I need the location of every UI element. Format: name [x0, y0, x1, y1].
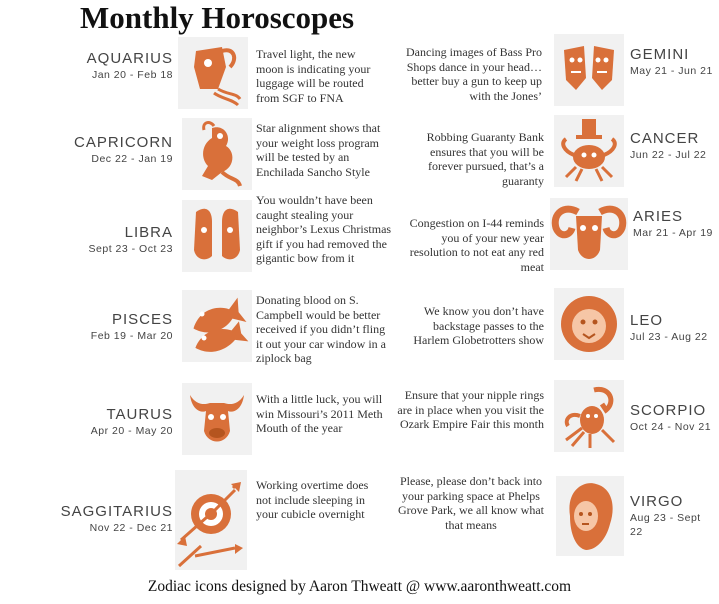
- sign-label-cancer: [630, 130, 706, 162]
- water-bearer-icon: [178, 37, 248, 109]
- ram-icon: [550, 198, 628, 270]
- sign-dates: Jul 23 - Aug 22: [630, 331, 708, 343]
- sign-label-gemini: [630, 46, 713, 78]
- horoscope-text-cancer: Robbing Guaranty Bank ensures that you will be forever pursued, that’s a guaranty: [426, 130, 544, 188]
- crab-icon: [554, 115, 624, 187]
- sign-dates: Dec 22 - Jan 19: [91, 153, 173, 165]
- goat-icon: [182, 118, 252, 190]
- sign-name: CAPRICORN: [73, 134, 173, 151]
- lion-icon: [554, 288, 624, 360]
- sign-label-aries: [633, 208, 713, 240]
- horoscope-text-aries: Congestion on I-44 reminds you of your new year resolution to not eat any red meat: [409, 216, 544, 274]
- sign-label-pisces: [91, 311, 173, 343]
- sign-dates: Oct 24 - Nov 21: [630, 421, 712, 433]
- sign-label-taurus: [91, 406, 173, 438]
- sign-dates: Feb 19 - Mar 20: [90, 330, 173, 342]
- scales-icon: [182, 200, 252, 272]
- sign-label-saggitarius: [61, 503, 173, 535]
- fish-icon: [182, 290, 252, 362]
- sign-dates: Nov 22 - Dec 21: [89, 522, 173, 534]
- horoscope-text-capricorn: Star alignment shows that your weight loss program will be tested by an Enchilada Sancho Style: [256, 121, 381, 179]
- twins-icon: [554, 34, 624, 106]
- sign-dates: Mar 21 - Apr 19: [633, 227, 713, 239]
- sign-name: TAURUS: [106, 406, 173, 423]
- horoscope-text-aquarius: Travel light, the new moon is indicating your luggage will be routed from SGF to FNA: [256, 47, 371, 105]
- sign-label-aquarius: [87, 50, 173, 82]
- sign-name: AQUARIUS: [86, 50, 173, 67]
- sign-name: LEO: [630, 312, 664, 329]
- sign-name: GEMINI: [630, 46, 690, 63]
- sign-name: VIRGO: [630, 493, 684, 510]
- horoscope-text-virgo: Please, please don’t back into your parking space at Phelps Grove Park, we all know what that means: [398, 474, 544, 532]
- horoscope-text-scorpio: Ensure that your nipple rings are in place when you visit the Ozark Empire Fair this month: [397, 388, 544, 431]
- bull-icon: [182, 383, 252, 455]
- sign-name: ARIES: [633, 208, 684, 225]
- icon-credit: Zodiac icons designed by Aaron Thweatt @ www.aaronthweatt.com: [147, 578, 572, 595]
- scorpion-icon: [554, 380, 624, 452]
- sign-label-leo: [630, 312, 708, 344]
- horoscope-text-saggitarius: Working overtime does not include sleeping in your cubicle overnight: [256, 478, 369, 521]
- sign-dates: Aug 23 - Sept 22: [630, 512, 701, 538]
- page-title: Monthly Horoscopes: [80, 0, 355, 35]
- sign-name: CANCER: [630, 130, 700, 147]
- sign-name: SAGGITARIUS: [60, 503, 173, 520]
- sign-label-libra: [89, 224, 173, 256]
- sign-name: SCORPIO: [630, 402, 707, 419]
- horoscope-text-gemini: Dancing images of Bass Pro Shops dance in your head… better buy a gun to keep up with the Jones’: [406, 45, 542, 103]
- sign-dates: Jan 20 - Feb 18: [91, 69, 173, 81]
- sign-name: PISCES: [111, 311, 173, 328]
- horoscope-text-taurus: With a little luck, you will win Missouri’s 2011 Meth Mouth of the year: [256, 392, 383, 435]
- sign-dates: Jun 22 - Jul 22: [630, 149, 707, 161]
- archer-target-icon: [175, 470, 247, 570]
- horoscope-text-libra: You wouldn’t have been caught stealing your neighbor’s Lexus Christmas gift if you had removed the gigantic bow from it: [256, 193, 392, 265]
- sign-name: LIBRA: [124, 224, 173, 241]
- sign-label-scorpio: [630, 402, 711, 434]
- sign-label-capricorn: [74, 134, 173, 166]
- horoscope-text-pisces: Donating blood on S. Campbell would be better received if you didn’t fling it out your car window in a ziplock bag: [256, 293, 386, 365]
- maiden-icon: [556, 476, 624, 556]
- horoscope-text-leo: We know you don’t have backstage passes to the Harlem Globetrotters show: [413, 304, 544, 347]
- sign-dates: May 21 - Jun 21: [630, 65, 713, 77]
- sign-dates: Sept 23 - Oct 23: [88, 243, 173, 255]
- sign-dates: Apr 20 - May 20: [90, 425, 173, 437]
- sign-label-virgo: [630, 493, 712, 539]
